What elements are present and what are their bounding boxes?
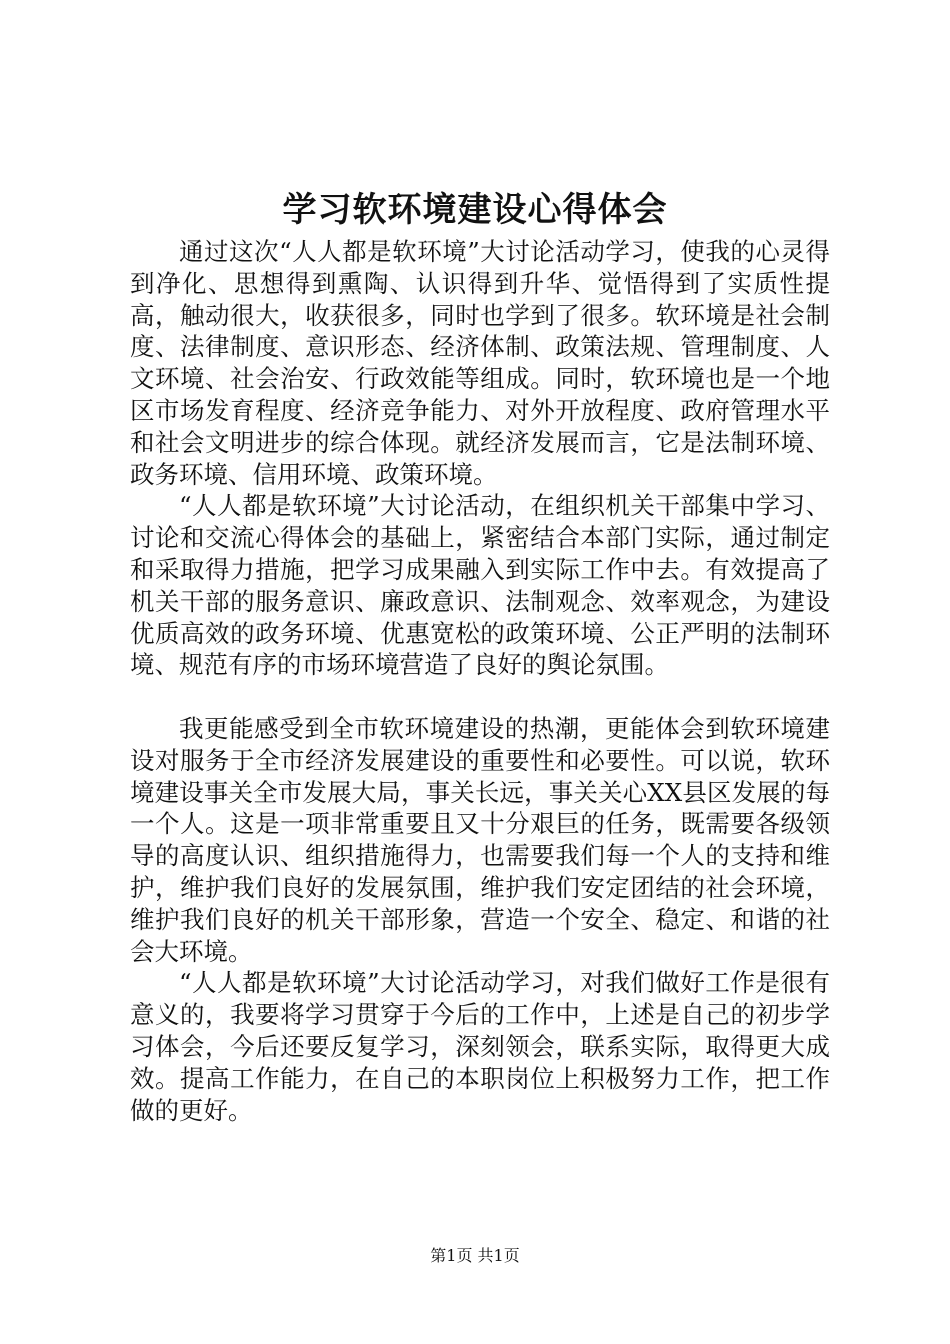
paragraph-spacer: [130, 681, 830, 713]
document-body: [130, 236, 830, 1126]
document-title: 学习软环境建设心得体会: [282, 190, 668, 230]
paragraph-3: 我更能感受到全市软环境建设的热潮，更能体会到软环境建设对服务于全市经济发展建设的重要性和必要性。可以说，软环境建设事关全市发展大局，事关长远，事关关心XX县区发展的每一个人。这是一项非常重要且又十分艰巨的任务，既需要各级领导的高度认识、组织措施得力，也需要我们每一个人的支持和维护，维护我们良好的发展氛围，维护我们安定团结的社会环境，维护我们良好的机关干部形象，营造一个安全、稳定、和谐的社会大环境。: [130, 713, 830, 966]
paragraph-1: 通过这次“人人都是软环境”大讨论活动学习，使我的心灵得到净化、思想得到熏陶、认识得到升华、觉悟得到了实质性提高，触动很大，收获很多，同时也学到了很多。软环境是社会制度、法律制度、意识形态、经济体制、政策法规、管理制度、人文环境、社会治安、行政效能等组成。同时，软环境也是一个地区市场发育程度、经济竞争能力、对外开放程度、政府管理水平和社会文明进步的综合体现。就经济发展而言，它是法制环境、政务环境、信用环境、政策环境。: [130, 237, 830, 489]
page-number-footer: 第1页 共1页: [430, 1246, 520, 1265]
paragraph-4: “人人都是软环境”大讨论活动学习，对我们做好工作是很有意义的，我要将学习贯穿于今后的工作中，上述是自己的初步学习体会，今后还要反复学习，深刻领会，联系实际，取得更大成效。提高工作能力，在自己的本职岗位上积极努力工作，把工作做的更好。: [130, 968, 830, 1125]
paragraph-2: “人人都是软环境”大讨论活动，在组织机关干部集中学习、讨论和交流心得体会的基础上，紧密结合本部门实际，通过制定和采取得力措施，把学习成果融入到实际工作中去。有效提高了机关干部的服务意识、廉政意识、法制观念、效率观念，为建设优质高效的政务环境、优惠宽松的政策环境、公正严明的法制环境、规范有序的市场环境营造了良好的舆论氛围。: [130, 491, 830, 680]
